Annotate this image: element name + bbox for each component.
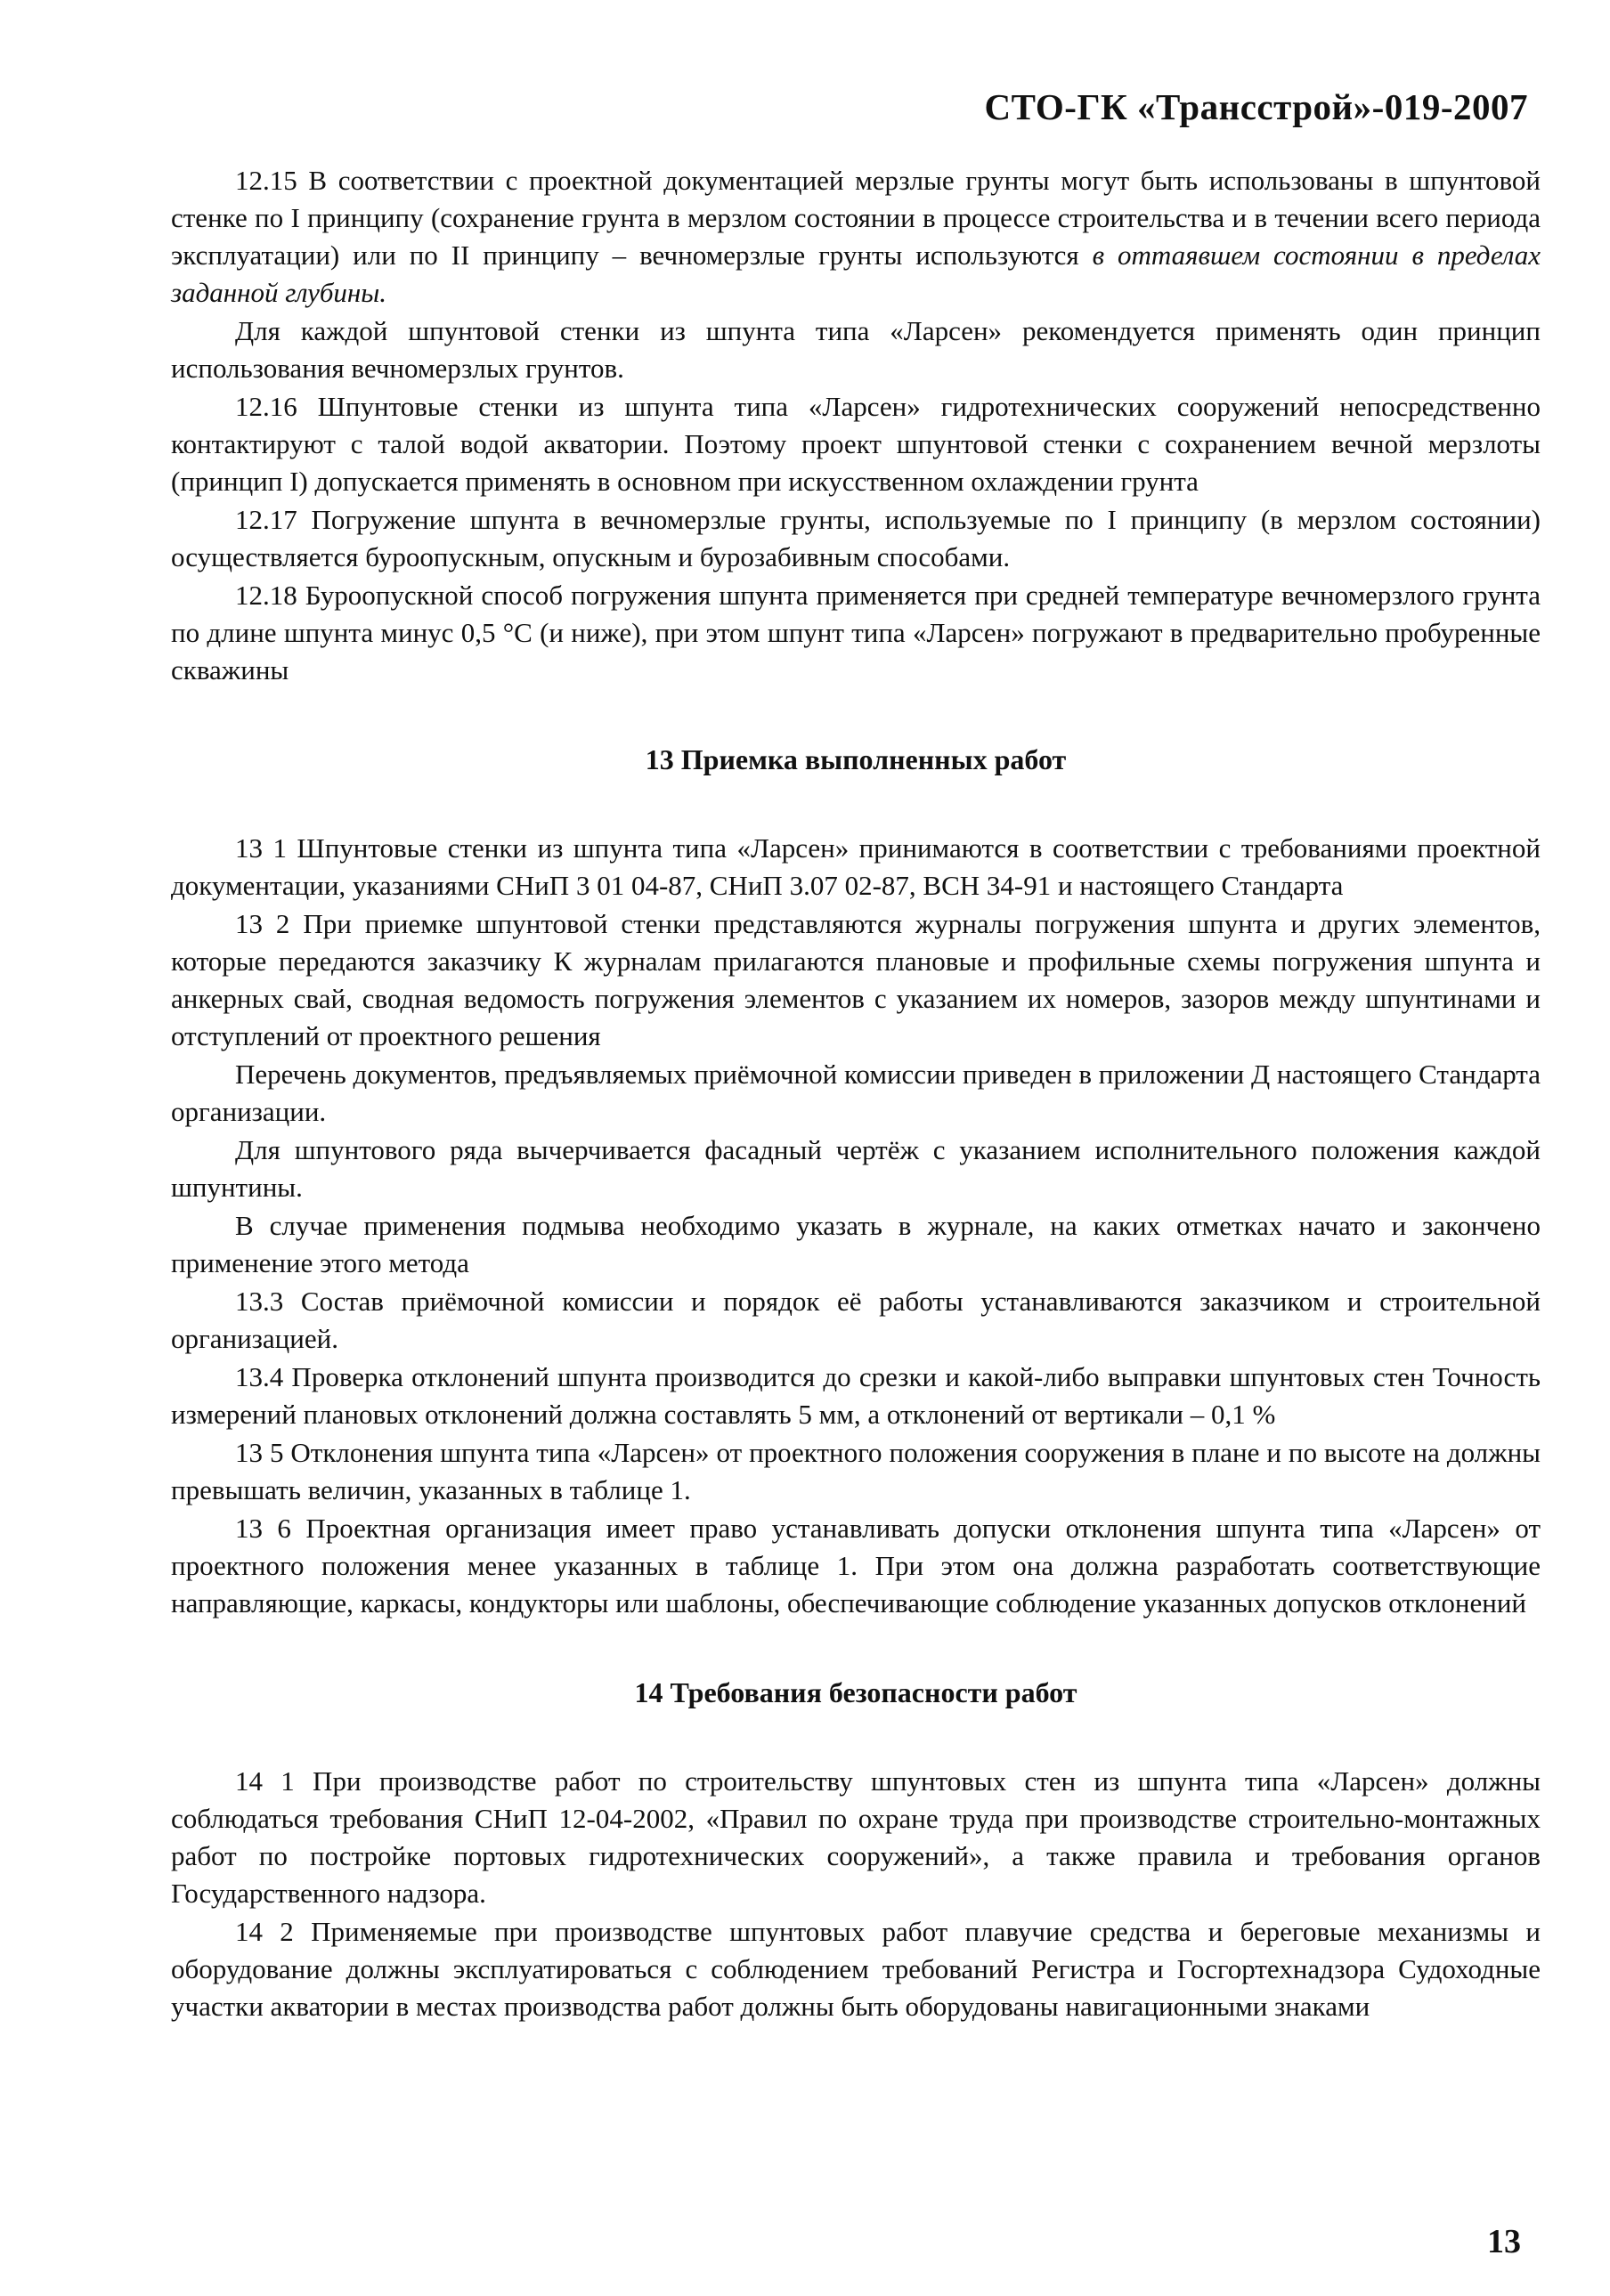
page-number: 13	[1487, 2223, 1521, 2260]
paragraph-12-16: 12.16 Шпунтовые стенки из шпунта типа «Ларсен» гидротехнических сооружений непосредственно контактируют с талой водой акватории. Поэтому проект шпунтовой стенки с сохранением вечной мерзлоты (принцип I) допускается применять в основном при искусственном охлаждении грунта	[171, 391, 1541, 497]
paragraph-13-2-drawing: Для шпунтового ряда вычерчивается фасадный чертёж с указанием исполнительного положения каждой шпунтины.	[171, 1134, 1541, 1203]
section-13-title: 13 Приемка выполненных работ	[645, 743, 1067, 775]
document-code-header: СТО-ГК «Трансстрой»-019-2007	[984, 86, 1528, 127]
paragraph-13-5: 13 5 Отклонения шпунта типа «Ларсен» от проектного положения сооружения в плане и по высоте на должны превышать величин, указанных в таблице 1.	[171, 1437, 1541, 1505]
section-14-title: 14 Требования безопасности работ	[634, 1676, 1077, 1708]
paragraph-12-17: 12.17 Погружение шпунта в вечномерзлые грунты, используемые по I принципу (в мерзлом состоянии) осуществляется буроопускным, опускным и бурозабивным способами.	[171, 504, 1541, 572]
paragraph-13-3: 13.3 Состав приёмочной комиссии и порядок её работы устанавливаются заказчиком и строительной организацией.	[171, 1286, 1541, 1354]
paragraph-13-4: 13.4 Проверка отклонений шпунта производится до срезки и какой-либо выправки шпунтовых стен Точность измерений плановых отклонений должна составлять 5 мм, а отклонений от вертикали – 0,1 %	[171, 1361, 1541, 1430]
paragraph-13-2: 13 2 При приемке шпунтовой стенки представляются журналы погружения шпунта и других элементов, которые передаются заказчику К журналам прилагаются плановые и профильные схемы погружения шпунта и анкерных свай, сводная ведомость погружения элементов с указанием их номеров, зазоров между шпунтинами и отступлений от проектного решения	[171, 908, 1541, 1051]
paragraph-12-15-text: 12.15 В соответствии с проектной документацией мерзлые грунты могут быть использованы в шпунтовой стенке по I принципу (сохранение грунта в мерзлом состоянии в процессе строительства и в течении всего периода эксплуатации) или по II принципу – вечномерзлые грунты используются	[171, 165, 1541, 271]
paragraph-12-15	[171, 162, 1541, 312]
paragraph-13-2-washout: В случае применения подмыва необходимо указать в журнале, на каких отметках начато и закончено применение этого метода	[171, 1210, 1541, 1278]
paragraph-14-2: 14 2 Применяемые при производстве шпунтовых работ плавучие средства и береговые механизмы и оборудование должны эксплуатироваться с соблюдением требований Регистра и Госгортехнадзора Судоходные участки акватории в местах производства работ должны быть оборудованы навигационными знаками	[171, 1916, 1541, 2022]
paragraph-12-18: 12.18 Буроопускной способ погружения шпунта применяется при средней температуре вечномерзлого грунта по длине шпунта минус 0,5 °С (и ниже), при этом шпунт типа «Ларсен» погружают в предварительно пробуренные скважины	[171, 580, 1541, 686]
paragraph-14-1: 14 1 При производстве работ по строительству шпунтовых стен из шпунта типа «Ларсен» должны соблюдаться требования СНиП 12-04-2002, «Правил по охране труда при производстве строительно-монтажных работ по постройке портовых гидротехнических сооружений», а также правила и требования органов Государственного надзора.	[171, 1765, 1541, 1909]
paragraph-12-15-italic: в оттаявшем состоянии в пределах заданной глубины.	[171, 239, 1541, 308]
paragraph-13-2-documents: Перечень документов, предъявляемых приёмочной комиссии приведен в приложении Д настоящего Стандарта организации.	[171, 1059, 1541, 1127]
paragraph-12-15-note: Для каждой шпунтовой стенки из шпунта типа «Ларсен» рекомендуется применять один принцип использования вечномерзлых грунтов.	[171, 315, 1541, 384]
paragraph-13-1: 13 1 Шпунтовые стенки из шпунта типа «Ларсен» принимаются в соответствии с требованиями проектной документации, указаниями СНиП 3 01 04-87, СНиП 3.07 02-87, ВСН 34-91 и настоящего Стандарта	[171, 832, 1541, 901]
document-body	[171, 162, 1541, 2026]
paragraph-13-6: 13 6 Проектная организация имеет право устанавливать допуски отклонения шпунта типа «Ларсен» от проектного положения менее указанных в таблице 1. При этом она должна разработать соответствующие направляющие, каркасы, кондукторы или шаблоны, обеспечивающие соблюдение указанных допусков отклонений	[171, 1513, 1541, 1619]
